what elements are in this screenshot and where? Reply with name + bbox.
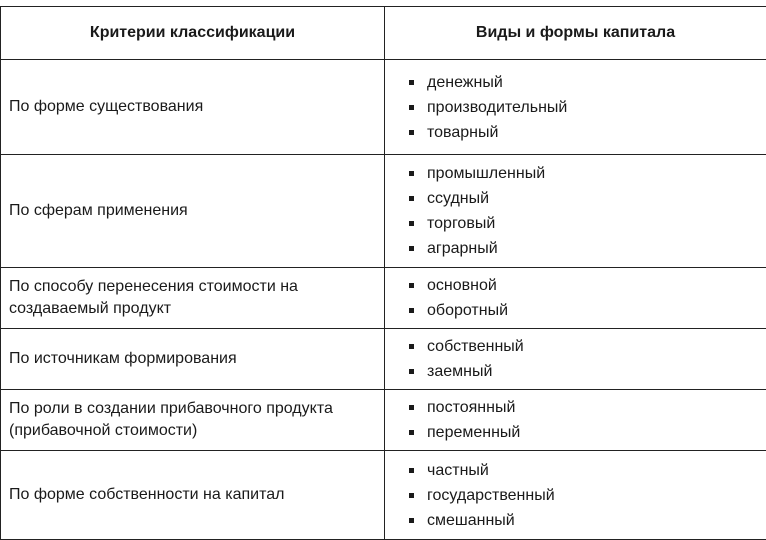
- form-label: переменный: [427, 424, 520, 441]
- forms-cell: [385, 155, 766, 268]
- bullet-icon: [409, 518, 414, 523]
- criterion-cell: По форме собственности на капитал: [1, 451, 385, 540]
- bullet-icon: [409, 344, 414, 349]
- list-item: [409, 395, 758, 420]
- bullet-icon: [409, 283, 414, 288]
- forms-cell: [385, 390, 766, 451]
- form-label: аграрный: [427, 240, 498, 257]
- bullet-icon: [409, 369, 414, 374]
- list-item: [409, 334, 758, 359]
- list-item: [409, 273, 758, 298]
- table-row: [1, 329, 766, 390]
- form-label: основной: [427, 277, 497, 294]
- list-item: [409, 186, 758, 211]
- forms-cell: [385, 268, 766, 329]
- header-criteria: Критерии классификации: [1, 7, 385, 60]
- forms-cell: [385, 60, 766, 155]
- form-label: заемный: [427, 363, 492, 380]
- forms-cell: [385, 329, 766, 390]
- form-label: промышленный: [427, 165, 545, 182]
- capital-classification-table: [0, 6, 766, 540]
- bullet-icon: [409, 105, 414, 110]
- list-item: [409, 359, 758, 384]
- form-label: собственный: [427, 338, 524, 355]
- form-label: оборотный: [427, 302, 508, 319]
- bullet-icon: [409, 196, 414, 201]
- form-label: государственный: [427, 487, 555, 504]
- form-label: смешанный: [427, 512, 515, 529]
- bullet-icon: [409, 308, 414, 313]
- list-item: [409, 70, 758, 95]
- form-label: товарный: [427, 124, 498, 141]
- criterion-cell: По способу перенесения стоимости на создаваемый продукт: [1, 268, 385, 329]
- table-row: [1, 451, 766, 540]
- form-label: денежный: [427, 74, 503, 91]
- table-row: [1, 268, 766, 329]
- form-label: частный: [427, 462, 489, 479]
- form-label: торговый: [427, 215, 495, 232]
- forms-list: [393, 395, 758, 445]
- form-label: производительный: [427, 99, 567, 116]
- bullet-icon: [409, 130, 414, 135]
- bullet-icon: [409, 221, 414, 226]
- form-label: постоянный: [427, 399, 515, 416]
- list-item: [409, 298, 758, 323]
- bullet-icon: [409, 430, 414, 435]
- list-item: [409, 508, 758, 533]
- criterion-cell: По источникам формирования: [1, 329, 385, 390]
- list-item: [409, 236, 758, 261]
- list-item: [409, 161, 758, 186]
- bullet-icon: [409, 171, 414, 176]
- forms-list: [393, 458, 758, 533]
- table-row: [1, 390, 766, 451]
- list-item: [409, 420, 758, 445]
- forms-list: [393, 334, 758, 384]
- forms-list: [393, 273, 758, 323]
- criterion-cell: По сферам применения: [1, 155, 385, 268]
- table-row: [1, 60, 766, 155]
- criterion-cell: По роли в создании прибавочного продукта (прибавочной стоимости): [1, 390, 385, 451]
- forms-list: [393, 161, 758, 261]
- forms-list: [393, 70, 758, 145]
- bullet-icon: [409, 80, 414, 85]
- header-forms: Виды и формы капитала: [385, 7, 766, 60]
- bullet-icon: [409, 468, 414, 473]
- bullet-icon: [409, 246, 414, 251]
- forms-cell: [385, 451, 766, 540]
- list-item: [409, 95, 758, 120]
- table-row: [1, 155, 766, 268]
- list-item: [409, 483, 758, 508]
- list-item: [409, 120, 758, 145]
- criterion-cell: По форме существования: [1, 60, 385, 155]
- bullet-icon: [409, 405, 414, 410]
- table-header-row: [1, 7, 766, 60]
- list-item: [409, 458, 758, 483]
- list-item: [409, 211, 758, 236]
- form-label: ссудный: [427, 190, 489, 207]
- bullet-icon: [409, 493, 414, 498]
